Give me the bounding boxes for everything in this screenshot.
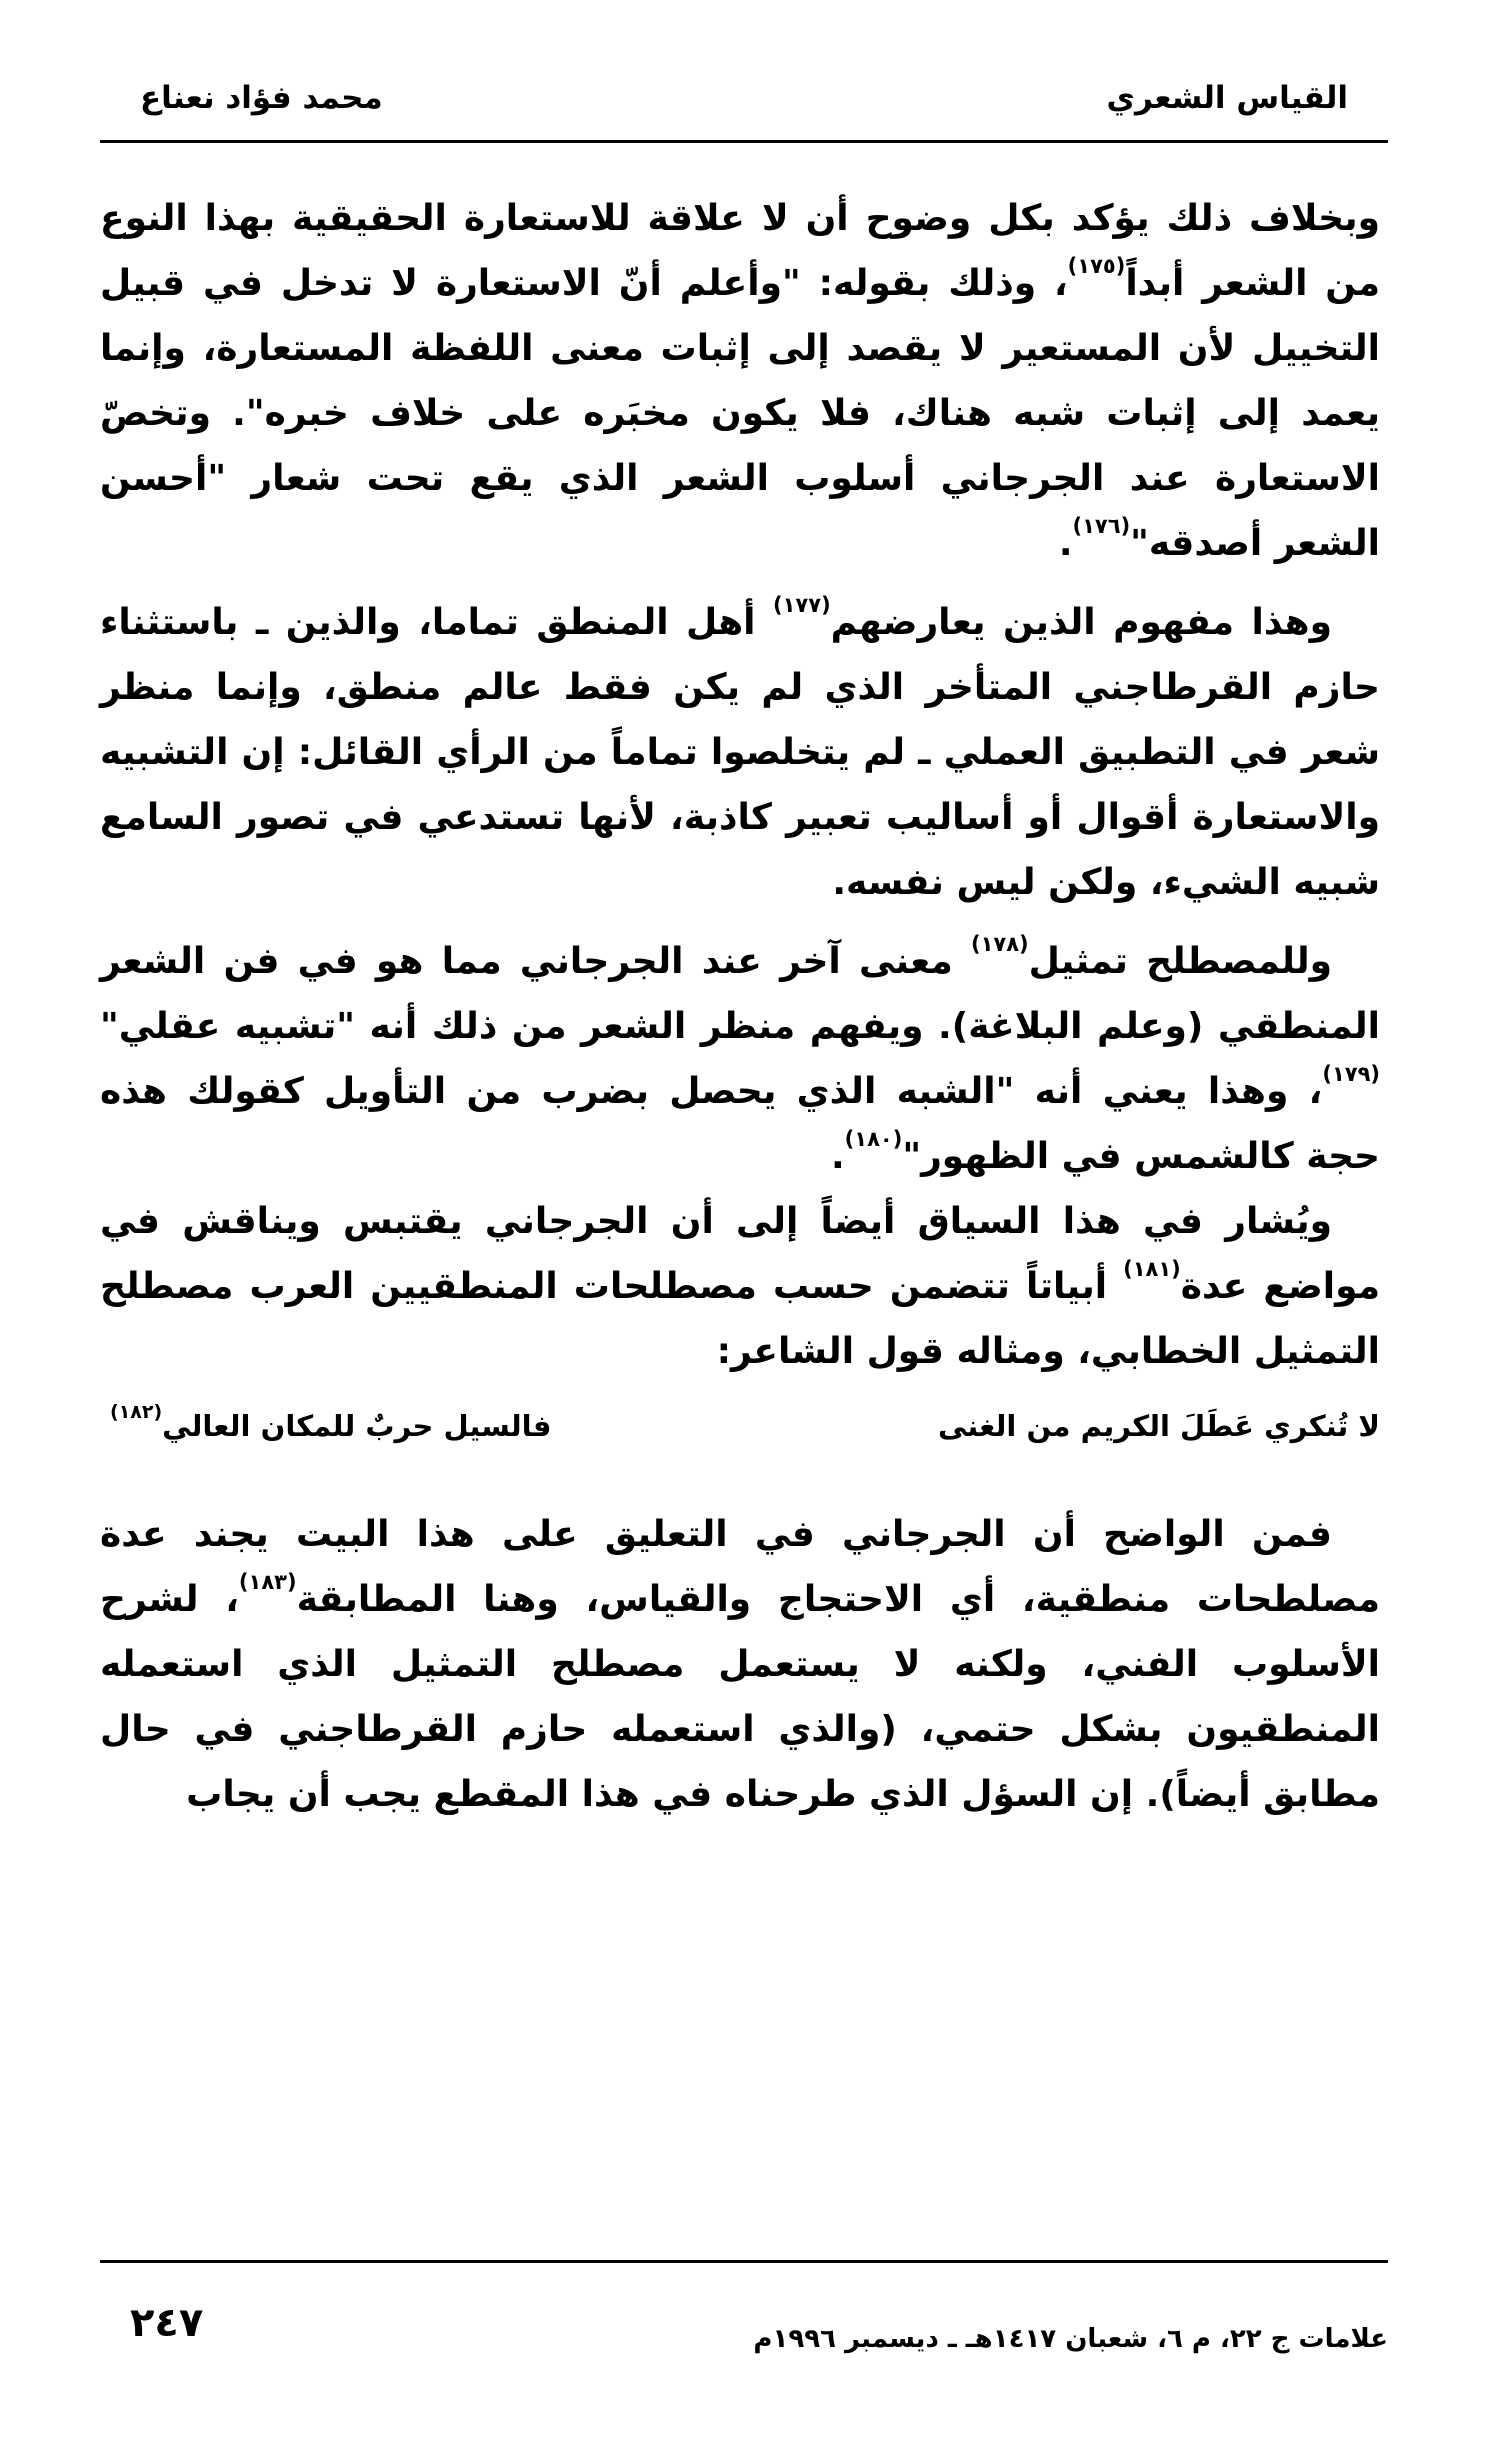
footnote-ref-181: (١٨١) <box>1123 1257 1181 1281</box>
footnote-ref-180: (١٨٠) <box>844 1127 903 1151</box>
verse-hemistich-second <box>110 1394 552 1459</box>
text-segment: ويُشار في هذا السياق أيضاً إلى أن الجرجاني يقتبس ويناقش في مواضع عدة <box>100 1201 1380 1307</box>
paragraph-3 <box>100 929 1380 1189</box>
paragraph-1 <box>100 186 1380 576</box>
footnote-ref-182: (١٨٢) <box>110 1401 163 1423</box>
verse-hemistich-first: لا تُنكري عَطَلَ الكريم من الغنى <box>937 1409 1380 1443</box>
verse-hemistich-second-text: فالسيل حربٌ للمكان العالي <box>162 1409 552 1443</box>
running-footer <box>100 2290 1388 2380</box>
text-segment: ، لشرح الأسلوب الفني، ولكنه لا يستعمل مصطلح التمثيل الذي استعمله المنطقيون بشكل حتمي، (والذي استعمله حازم القرطاجني في حال مطابق أيضاً). إن السؤل الذي طرحناه في هذا المقطع يجب أن يجاب <box>100 1579 1380 1815</box>
footer-rule <box>100 2260 1388 2263</box>
paragraph-2 <box>100 590 1380 915</box>
footnote-ref-177: (١٧٧) <box>773 593 831 617</box>
footnote-ref-175: (١٧٥) <box>1067 254 1126 278</box>
footnote-ref-176: (١٧٦) <box>1072 514 1131 538</box>
footnote-ref-179: (١٧٩) <box>1322 1062 1380 1086</box>
header-title: القياس الشعري <box>1106 80 1348 116</box>
paragraph-4 <box>100 1189 1380 1384</box>
text-segment: وبخلاف ذلك يؤكد بكل وضوح أن لا علاقة للاستعارة الحقيقية بهذا النوع من الشعر أبداً <box>100 198 1380 304</box>
text-segment: معنى آخر عند الجرجاني مما هو في فن الشعر المنطقي (وعلم البلاغة). ويفهم منظر الشعر من ذلك أنه "تشبيه عقلي" <box>100 941 1380 1047</box>
paragraph-5 <box>100 1502 1380 1827</box>
header-rule <box>100 140 1388 143</box>
text-segment: ، وذلك بقوله: "وأعلم أنّ الاستعارة لا تدخل في قبيل التخييل لأن المستعير لا يقصد إلى إثبات معنى اللفظة المستعارة، وإنما يعمد إلى إثبات شبه هناك، فلا يكون مخبَره على خلاف خبره". وتخصّ الاستعارة عند الجرجاني أسلوب الشعر الذي يقع تحت شعار "أحسن الشعر أصدقه" <box>100 263 1380 564</box>
text-segment: فمن الواضح أن الجرجاني في التعليق على هذا البيت يجند عدة مصلطحات منطقية، أي الاحتجاج والقياس، وهنا المطابقة <box>100 1514 1381 1620</box>
text-segment: وهذا مفهوم الذين يعارضهم <box>830 602 1332 643</box>
running-header <box>100 60 1388 145</box>
text-segment: أهل المنطق تماما، والذين ـ باستثناء حازم القرطاجني المتأخر الذي لم يكن فقط عالم منطق، وإنما منظر شعر في التطبيق العملي ـ لم يتخلصوا تماماً من الرأي القائل: إن التشبيه والاستعارة أقوال أو أساليب تعبير كاذبة، لأنها تستدعي في تصور السامع شبيه الشيء، ولكن ليس نفسه. <box>100 602 1380 903</box>
header-author: محمد فؤاد نعناع <box>140 80 383 116</box>
text-segment: أبياتاً تتضمن حسب مصطلحات المنطقيين العرب مصطلح التمثيل الخطابي، ومثاله قول الشاعر: <box>100 1266 1380 1372</box>
text-segment: وللمصطلح تمثيل <box>1028 941 1332 982</box>
footnote-ref-183: (١٨٣) <box>238 1570 297 1594</box>
text-segment: . <box>1058 523 1073 564</box>
footnote-ref-178: (١٧٨) <box>970 932 1029 956</box>
text-segment: . <box>830 1136 845 1177</box>
page-number: ٢٤٧ <box>130 2300 204 2346</box>
poetry-verse <box>100 1384 1380 1450</box>
main-text <box>100 186 1380 1827</box>
footer-journal-citation: علامات ج ٢٢، م ٦، شعبان ١٤١٧هـ ـ ديسمبر ١٩٩٦م <box>753 2324 1388 2354</box>
text-segment: ، وهذا يعني أنه "الشبه الذي يحصل بضرب من التأويل كقولك هذه حجة كالشمس في الظهور" <box>100 1071 1380 1177</box>
